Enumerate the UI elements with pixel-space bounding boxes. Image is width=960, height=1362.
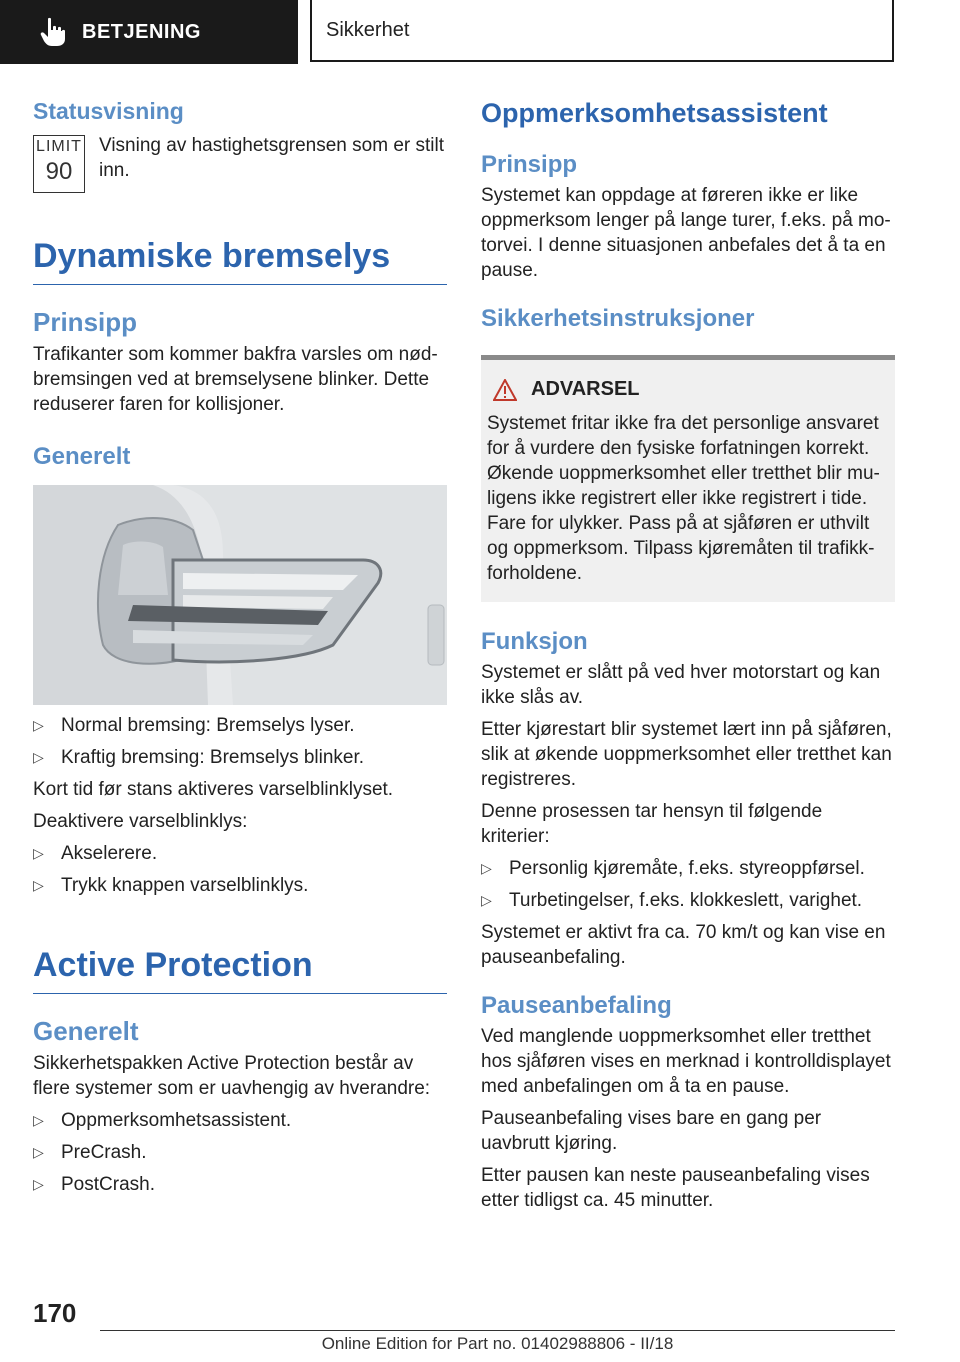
edition-text: Online Edition for Part no. 01402988806 - II/18 bbox=[321, 1334, 674, 1353]
speed-limit-icon bbox=[33, 135, 85, 193]
dynamiske-bremselys-heading: Dynamiske bremselys bbox=[33, 237, 447, 285]
list-item-text: Kraftig bremsing: Bremselys blinker. bbox=[61, 747, 365, 768]
sikkerhetsinstruksjoner-heading: Sikkerhetsinstruksjoner bbox=[481, 305, 755, 332]
triangle-bullet-icon: ▷ bbox=[481, 860, 492, 876]
list-item bbox=[33, 841, 447, 866]
triangle-bullet-icon: ▷ bbox=[33, 1176, 44, 1192]
left-column bbox=[33, 98, 447, 1197]
list-item-text: Trykk knappen varselblinklys. bbox=[61, 875, 309, 896]
list-item-text: Normal bremsing: Bremselys lyser. bbox=[61, 715, 355, 736]
active-protection-text: Sikkerhetspakken Active Protection består av flere systemer som er uavhengig av hverandre: bbox=[33, 1053, 431, 1099]
generelt-heading: Generelt bbox=[33, 443, 131, 470]
pause-text-3: Etter pausen kan neste pauseanbefaling vises etter tidligst ca. 45 minutter. bbox=[481, 1165, 870, 1211]
pause-text-1: Ved manglende uoppmerksomhet eller tretthet hos sjåføren vises en merknad i kontrolldisplayet med anbefalingen om å ta en pause. bbox=[481, 1026, 891, 1097]
list-item-text: PostCrash. bbox=[61, 1174, 155, 1195]
statusvisning-heading: Statusvisning bbox=[33, 98, 184, 124]
pauseanbefaling-heading: Pauseanbefaling bbox=[481, 992, 672, 1019]
speed-limit-icon-label: LIMIT bbox=[36, 138, 82, 155]
warning-label: ADVARSEL bbox=[531, 378, 640, 400]
triangle-bullet-icon: ▷ bbox=[33, 1144, 44, 1160]
list-item bbox=[33, 745, 447, 770]
hazard-activation-text: Kort tid før stans aktiveres varselblinklyset. bbox=[33, 779, 394, 800]
triangle-bullet-icon: ▷ bbox=[33, 749, 44, 765]
funksjon-heading: Funksjon bbox=[481, 628, 588, 655]
prinsipp-text: Trafikanter som kommer bakfra varsles om nød-bremsingen ved at bremselysene blinker. Dette reduserer faren for kollisjoner. bbox=[33, 344, 438, 415]
list-item-text: PreCrash. bbox=[61, 1142, 147, 1163]
page-number: 170 bbox=[33, 1298, 77, 1328]
list-item bbox=[33, 1108, 447, 1133]
footer-divider bbox=[100, 1330, 895, 1331]
header-bar bbox=[0, 0, 960, 66]
triangle-bullet-icon: ▷ bbox=[33, 717, 44, 733]
criteria-list bbox=[481, 856, 895, 913]
list-item bbox=[33, 873, 447, 898]
warning-triangle-icon bbox=[493, 379, 517, 401]
funksjon-text-1: Systemet er slått på ved hver motorstart og kan ikke slås av. bbox=[481, 662, 881, 708]
tail-light-illustration bbox=[33, 485, 447, 705]
warning-text: Systemet fritar ikke fra det personlige ansvaret for å vurdere den fysiske forfatningen korrekt. Økende uoppmerksomhet eller tretthet blir mu-ligens ikke registrert eller ikke registrert i tide. Fare for ulykker. Pass på at sjåføren er uthvilt og oppmerksom. Tilpass kjøremåten til trafikk-forholdene. bbox=[487, 413, 880, 584]
list-item bbox=[481, 888, 895, 913]
hazard-deactivate-text: Deaktivere varselblinklys: bbox=[33, 811, 248, 832]
funksjon-text-3: Denne prosessen tar hensyn til følgende kriterier: bbox=[481, 801, 823, 847]
list-item-text: Turbetingelser, f.eks. klokkeslett, varighet. bbox=[509, 890, 863, 911]
statusvisning-block bbox=[33, 133, 447, 193]
funksjon-text-4: Systemet er aktivt fra ca. 70 km/t og kan vise en pauseanbefaling. bbox=[481, 922, 886, 968]
active-generelt-heading: Generelt bbox=[33, 1016, 139, 1046]
right-prinsipp-text: Systemet kan oppdage at føreren ikke er like oppmerksom lenger på lange turer, f.eks. på mo-torvei. I denne situasjonen anbefales det å ta en pause. bbox=[481, 185, 891, 281]
list-item bbox=[33, 1172, 447, 1197]
active-protection-heading: Active Protection bbox=[33, 946, 447, 994]
list-item-text: Personlig kjøremåte, f.eks. styreoppførsel. bbox=[509, 858, 865, 879]
deactivate-list bbox=[33, 841, 447, 898]
triangle-bullet-icon: ▷ bbox=[481, 892, 492, 908]
warning-title bbox=[493, 378, 889, 401]
statusvisning-text: Visning av hastighetsgrensen som er stilt inn. bbox=[99, 135, 444, 181]
list-item bbox=[33, 713, 447, 738]
section-tab[interactable] bbox=[0, 0, 298, 64]
list-item bbox=[33, 1140, 447, 1165]
triangle-bullet-icon: ▷ bbox=[33, 1112, 44, 1128]
subsection-tab[interactable] bbox=[310, 0, 894, 62]
list-item-text: Akselerere. bbox=[61, 843, 158, 864]
active-protection-list bbox=[33, 1108, 447, 1197]
right-prinsipp-heading: Prinsipp bbox=[481, 151, 578, 178]
speed-limit-icon-value: 90 bbox=[45, 158, 73, 185]
funksjon-text-2: Etter kjørestart blir systemet lært inn på sjåføren, slik at økende uoppmerksomhet eller tretthet kan registreres. bbox=[481, 719, 892, 790]
list-item bbox=[481, 856, 895, 881]
section-label: BETJENING bbox=[82, 20, 201, 43]
subsection-label: Sikkerhet bbox=[326, 18, 410, 41]
right-column bbox=[481, 98, 895, 1213]
prinsipp-heading: Prinsipp bbox=[33, 307, 138, 337]
list-item-text: Oppmerksomhetsassistent. bbox=[61, 1110, 292, 1131]
pause-text-2: Pauseanbefaling vises bare en gang per uavbrutt kjøring. bbox=[481, 1108, 822, 1154]
hand-pointer-icon bbox=[40, 17, 66, 47]
triangle-bullet-icon: ▷ bbox=[33, 845, 44, 861]
triangle-bullet-icon: ▷ bbox=[33, 877, 44, 893]
warning-box bbox=[481, 355, 895, 602]
brake-behavior-list bbox=[33, 713, 447, 770]
oppmerksomhetsassistent-heading: Oppmerksomhetsassistent bbox=[481, 98, 828, 128]
